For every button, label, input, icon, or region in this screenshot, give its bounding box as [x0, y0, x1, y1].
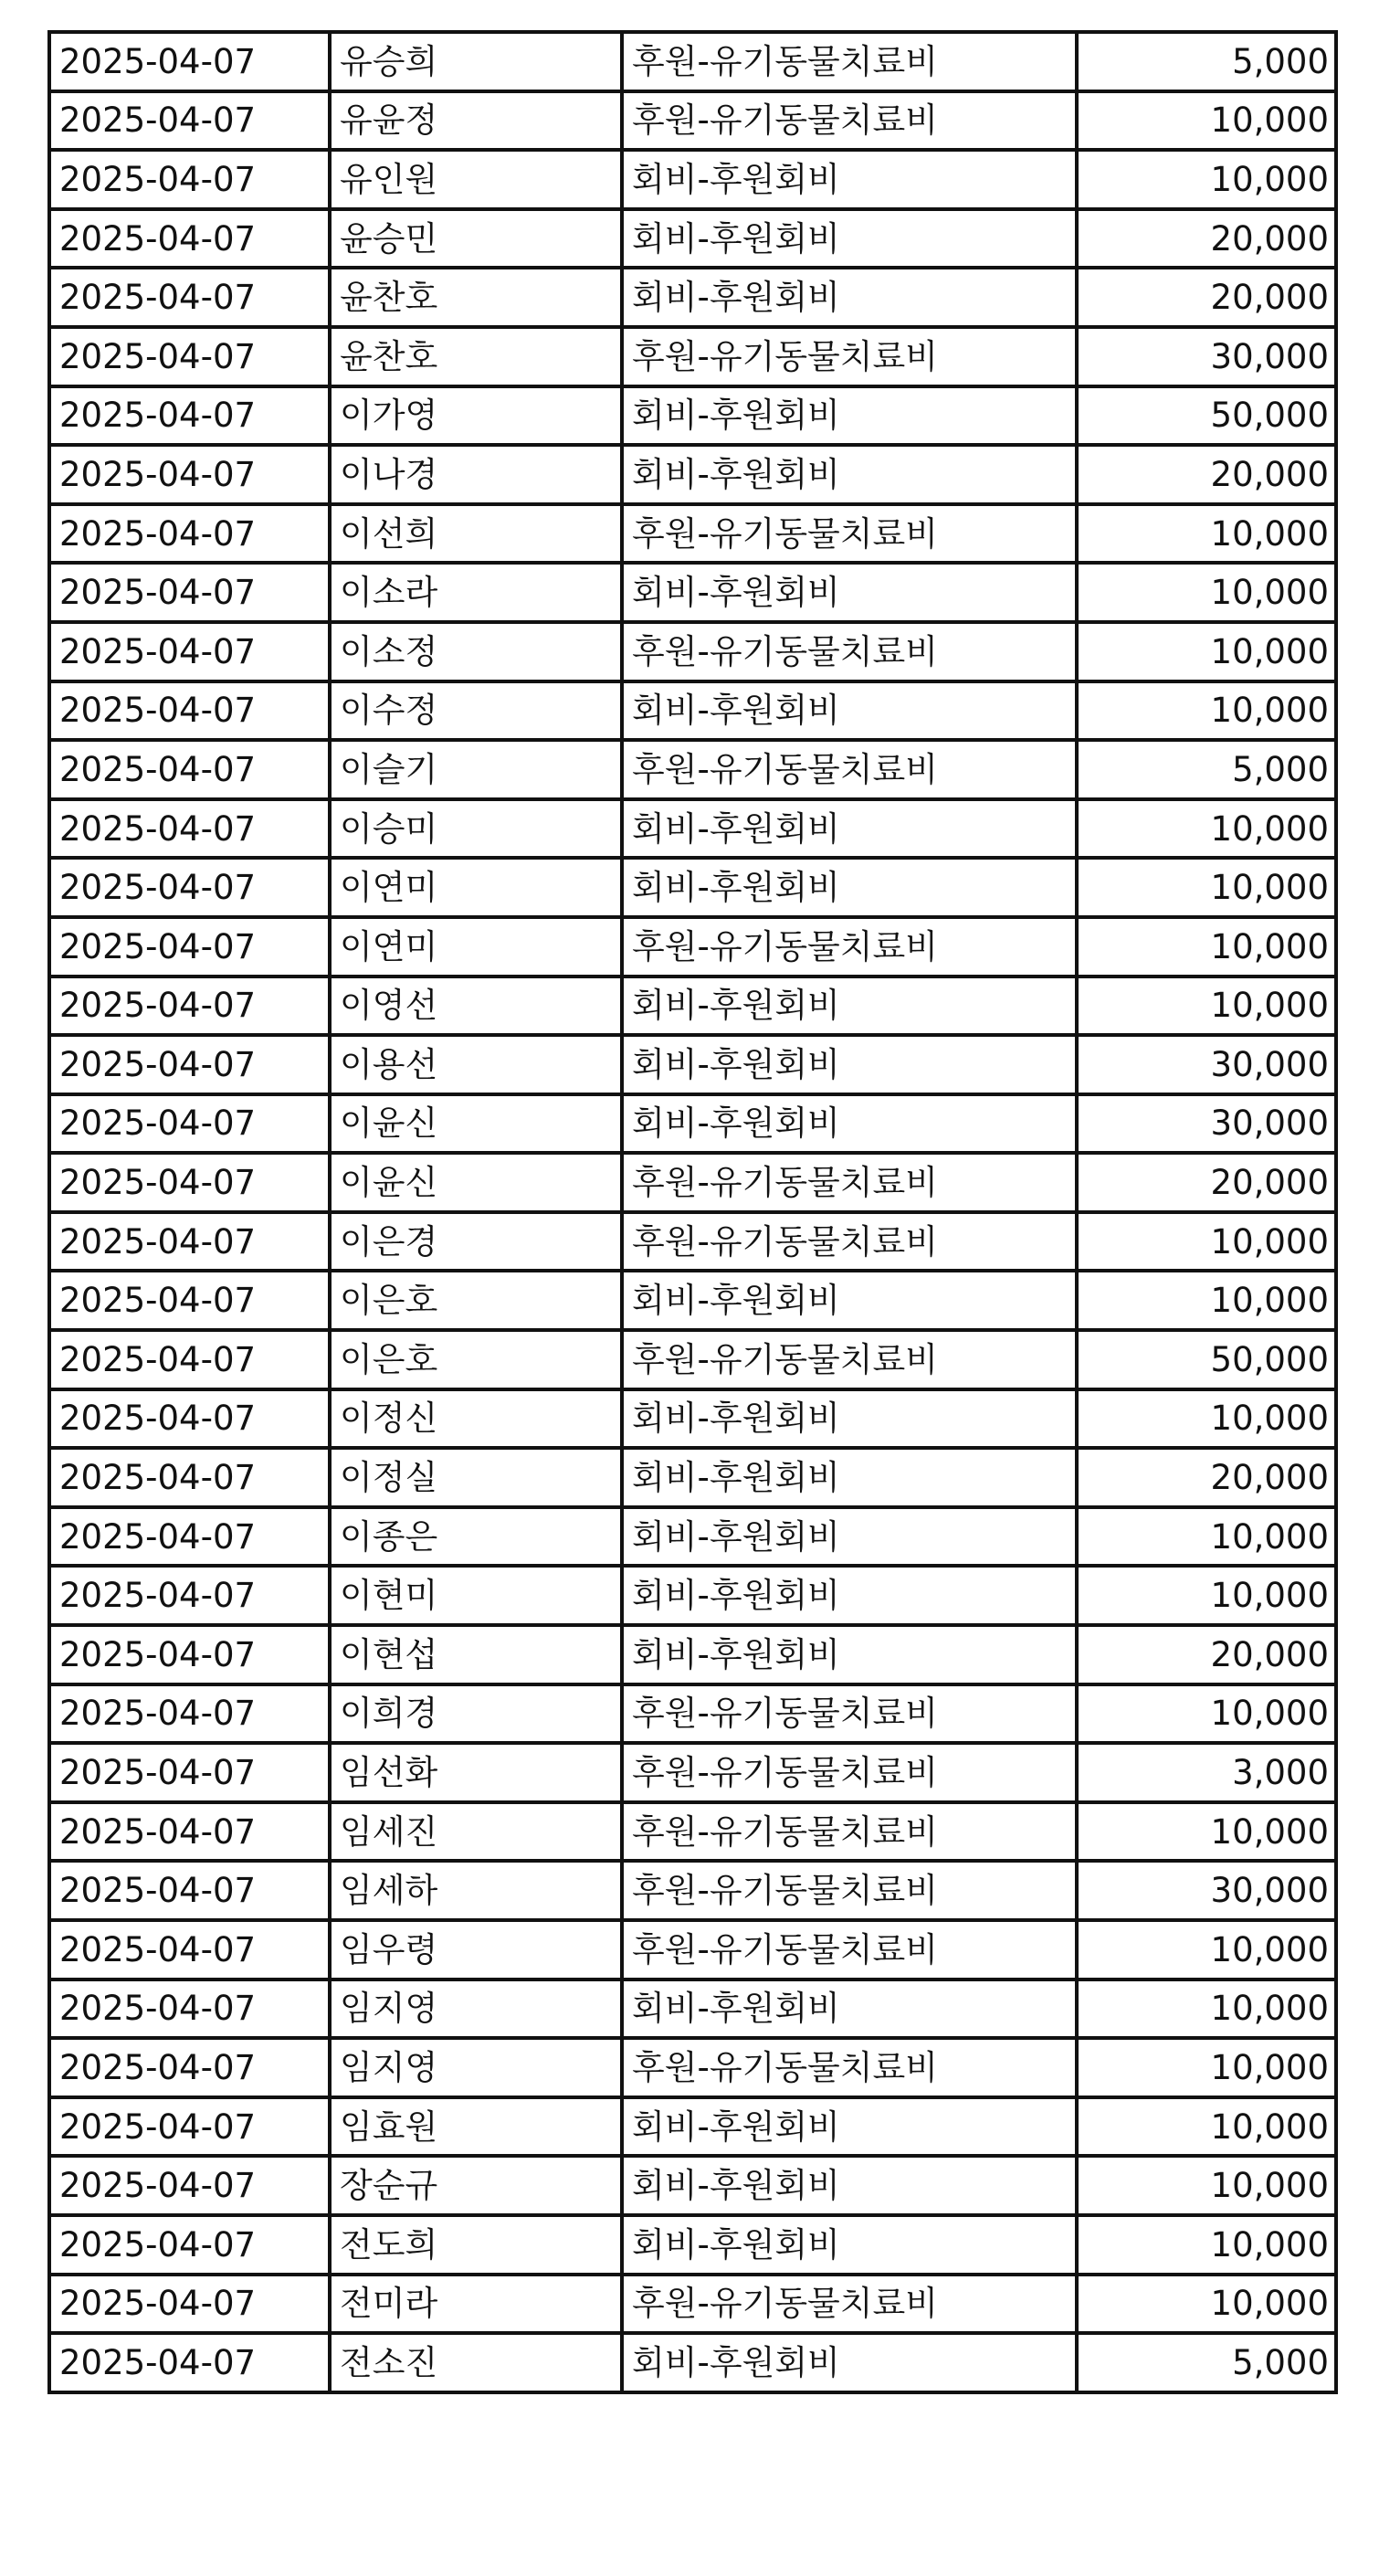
- table-row: [49, 1389, 1336, 1449]
- name-cell: 이수정: [330, 681, 622, 741]
- category-cell: 후원-유기동물치료비: [622, 91, 1077, 151]
- date-cell: 2025-04-07: [49, 681, 330, 741]
- date-cell: 2025-04-07: [49, 1743, 330, 1802]
- date-cell: 2025-04-07: [49, 1330, 330, 1389]
- category-cell: 회비-후원회비: [622, 150, 1077, 209]
- amount-cell: 10,000: [1077, 681, 1336, 741]
- date-cell: 2025-04-07: [49, 445, 330, 504]
- amount-cell: 10,000: [1077, 150, 1336, 209]
- date-cell: 2025-04-07: [49, 1389, 330, 1449]
- date-cell: 2025-04-07: [49, 1271, 330, 1330]
- amount-cell: 50,000: [1077, 1330, 1336, 1389]
- date-cell: 2025-04-07: [49, 1448, 330, 1507]
- date-cell: 2025-04-07: [49, 2275, 330, 2334]
- category-cell: 회비-후원회비: [622, 268, 1077, 327]
- table-row: [49, 445, 1336, 504]
- amount-cell: 20,000: [1077, 1448, 1336, 1507]
- name-cell: 이현섭: [330, 1625, 622, 1684]
- amount-cell: 10,000: [1077, 2156, 1336, 2215]
- name-cell: 임선화: [330, 1743, 622, 1802]
- table-row: [49, 740, 1336, 799]
- table-row: [49, 563, 1336, 622]
- category-cell: 회비-후원회비: [622, 209, 1077, 269]
- name-cell: 이나경: [330, 445, 622, 504]
- name-cell: 전도희: [330, 2215, 622, 2275]
- date-cell: 2025-04-07: [49, 386, 330, 446]
- date-cell: 2025-04-07: [49, 977, 330, 1036]
- amount-cell: 10,000: [1077, 91, 1336, 151]
- table-row: [49, 2275, 1336, 2334]
- name-cell: 임지영: [330, 2038, 622, 2097]
- category-cell: 후원-유기동물치료비: [622, 1802, 1077, 1862]
- name-cell: 이은경: [330, 1212, 622, 1272]
- category-cell: 후원-유기동물치료비: [622, 917, 1077, 977]
- name-cell: 이윤신: [330, 1094, 622, 1154]
- amount-cell: 10,000: [1077, 917, 1336, 977]
- date-cell: 2025-04-07: [49, 1802, 330, 1862]
- table-row: [49, 1802, 1336, 1862]
- date-cell: 2025-04-07: [49, 858, 330, 917]
- amount-cell: 10,000: [1077, 1684, 1336, 1744]
- category-cell: 후원-유기동물치료비: [622, 1861, 1077, 1920]
- amount-cell: 10,000: [1077, 858, 1336, 917]
- amount-cell: 10,000: [1077, 799, 1336, 859]
- name-cell: 이영선: [330, 977, 622, 1036]
- amount-cell: 20,000: [1077, 268, 1336, 327]
- name-cell: 이연미: [330, 858, 622, 917]
- amount-cell: 20,000: [1077, 1625, 1336, 1684]
- table-row: [49, 622, 1336, 681]
- category-cell: 회비-후원회비: [622, 2215, 1077, 2275]
- category-cell: 회비-후원회비: [622, 977, 1077, 1036]
- category-cell: 회비-후원회비: [622, 563, 1077, 622]
- name-cell: 이종은: [330, 1507, 622, 1567]
- amount-cell: 10,000: [1077, 1212, 1336, 1272]
- table-row: [49, 1448, 1336, 1507]
- category-cell: 회비-후원회비: [622, 386, 1077, 446]
- table-row: [49, 32, 1336, 91]
- name-cell: 이정실: [330, 1448, 622, 1507]
- name-cell: 유인원: [330, 150, 622, 209]
- amount-cell: 30,000: [1077, 1094, 1336, 1154]
- category-cell: 후원-유기동물치료비: [622, 1153, 1077, 1212]
- table-row: [49, 2156, 1336, 2215]
- category-cell: 후원-유기동물치료비: [622, 327, 1077, 386]
- date-cell: 2025-04-07: [49, 1035, 330, 1094]
- category-cell: 회비-후원회비: [622, 1035, 1077, 1094]
- name-cell: 이연미: [330, 917, 622, 977]
- name-cell: 임우령: [330, 1920, 622, 1980]
- name-cell: 임세진: [330, 1802, 622, 1862]
- amount-cell: 10,000: [1077, 622, 1336, 681]
- category-cell: 회비-후원회비: [622, 2156, 1077, 2215]
- amount-cell: 10,000: [1077, 1389, 1336, 1449]
- amount-cell: 10,000: [1077, 504, 1336, 564]
- table-row: [49, 1330, 1336, 1389]
- name-cell: 이은호: [330, 1271, 622, 1330]
- amount-cell: 5,000: [1077, 2333, 1336, 2392]
- date-cell: 2025-04-07: [49, 917, 330, 977]
- table-row: [49, 1153, 1336, 1212]
- table-row: [49, 1507, 1336, 1567]
- name-cell: 이슬기: [330, 740, 622, 799]
- amount-cell: 30,000: [1077, 1035, 1336, 1094]
- date-cell: 2025-04-07: [49, 1566, 330, 1625]
- amount-cell: 10,000: [1077, 2038, 1336, 2097]
- category-cell: 회비-후원회비: [622, 1980, 1077, 2039]
- category-cell: 후원-유기동물치료비: [622, 2038, 1077, 2097]
- amount-cell: 10,000: [1077, 2097, 1336, 2157]
- amount-cell: 10,000: [1077, 1507, 1336, 1567]
- name-cell: 이은호: [330, 1330, 622, 1389]
- name-cell: 이현미: [330, 1566, 622, 1625]
- amount-cell: 10,000: [1077, 563, 1336, 622]
- category-cell: 후원-유기동물치료비: [622, 1920, 1077, 1980]
- date-cell: 2025-04-07: [49, 2333, 330, 2392]
- name-cell: 이소라: [330, 563, 622, 622]
- name-cell: 이승미: [330, 799, 622, 859]
- table-row: [49, 1566, 1336, 1625]
- category-cell: 후원-유기동물치료비: [622, 1743, 1077, 1802]
- ledger-body: [49, 32, 1336, 2392]
- category-cell: 후원-유기동물치료비: [622, 1684, 1077, 1744]
- name-cell: 윤승민: [330, 209, 622, 269]
- amount-cell: 30,000: [1077, 327, 1336, 386]
- table-row: [49, 1271, 1336, 1330]
- date-cell: 2025-04-07: [49, 799, 330, 859]
- category-cell: 회비-후원회비: [622, 2333, 1077, 2392]
- table-row: [49, 2038, 1336, 2097]
- table-row: [49, 1625, 1336, 1684]
- table-row: [49, 150, 1336, 209]
- date-cell: 2025-04-07: [49, 2097, 330, 2157]
- table-row: [49, 1861, 1336, 1920]
- category-cell: 후원-유기동물치료비: [622, 504, 1077, 564]
- table-row: [49, 2333, 1336, 2392]
- table-row: [49, 1743, 1336, 1802]
- category-cell: 후원-유기동물치료비: [622, 1330, 1077, 1389]
- amount-cell: 10,000: [1077, 977, 1336, 1036]
- category-cell: 후원-유기동물치료비: [622, 1212, 1077, 1272]
- name-cell: 임효원: [330, 2097, 622, 2157]
- name-cell: 이희경: [330, 1684, 622, 1744]
- table-row: [49, 858, 1336, 917]
- table-row: [49, 1035, 1336, 1094]
- date-cell: 2025-04-07: [49, 2038, 330, 2097]
- name-cell: 이가영: [330, 386, 622, 446]
- date-cell: 2025-04-07: [49, 504, 330, 564]
- table-row: [49, 504, 1336, 564]
- name-cell: 윤찬호: [330, 268, 622, 327]
- donation-ledger-table: [47, 30, 1338, 2394]
- name-cell: 유승희: [330, 32, 622, 91]
- table-row: [49, 2097, 1336, 2157]
- date-cell: 2025-04-07: [49, 1212, 330, 1272]
- table-row: [49, 799, 1336, 859]
- amount-cell: 5,000: [1077, 740, 1336, 799]
- table-row: [49, 268, 1336, 327]
- name-cell: 장순규: [330, 2156, 622, 2215]
- category-cell: 후원-유기동물치료비: [622, 622, 1077, 681]
- category-cell: 회비-후원회비: [622, 858, 1077, 917]
- table-row: [49, 209, 1336, 269]
- date-cell: 2025-04-07: [49, 740, 330, 799]
- name-cell: 임지영: [330, 1980, 622, 2039]
- amount-cell: 3,000: [1077, 1743, 1336, 1802]
- category-cell: 회비-후원회비: [622, 2097, 1077, 2157]
- date-cell: 2025-04-07: [49, 91, 330, 151]
- date-cell: 2025-04-07: [49, 327, 330, 386]
- date-cell: 2025-04-07: [49, 563, 330, 622]
- category-cell: 회비-후원회비: [622, 1271, 1077, 1330]
- name-cell: 이정신: [330, 1389, 622, 1449]
- table-row: [49, 327, 1336, 386]
- category-cell: 후원-유기동물치료비: [622, 740, 1077, 799]
- date-cell: 2025-04-07: [49, 1684, 330, 1744]
- amount-cell: 5,000: [1077, 32, 1336, 91]
- table-row: [49, 977, 1336, 1036]
- table-row: [49, 1980, 1336, 2039]
- table-row: [49, 1212, 1336, 1272]
- table-row: [49, 917, 1336, 977]
- amount-cell: 10,000: [1077, 2215, 1336, 2275]
- category-cell: 회비-후원회비: [622, 1389, 1077, 1449]
- amount-cell: 50,000: [1077, 386, 1336, 446]
- date-cell: 2025-04-07: [49, 1980, 330, 2039]
- amount-cell: 10,000: [1077, 1980, 1336, 2039]
- amount-cell: 10,000: [1077, 1920, 1336, 1980]
- date-cell: 2025-04-07: [49, 1153, 330, 1212]
- date-cell: 2025-04-07: [49, 1861, 330, 1920]
- amount-cell: 20,000: [1077, 1153, 1336, 1212]
- category-cell: 회비-후원회비: [622, 445, 1077, 504]
- name-cell: 임세하: [330, 1861, 622, 1920]
- category-cell: 후원-유기동물치료비: [622, 32, 1077, 91]
- amount-cell: 10,000: [1077, 1802, 1336, 1862]
- category-cell: 회비-후원회비: [622, 1448, 1077, 1507]
- name-cell: 전소진: [330, 2333, 622, 2392]
- category-cell: 회비-후원회비: [622, 681, 1077, 741]
- category-cell: 회비-후원회비: [622, 1507, 1077, 1567]
- date-cell: 2025-04-07: [49, 1625, 330, 1684]
- date-cell: 2025-04-07: [49, 1920, 330, 1980]
- table-row: [49, 386, 1336, 446]
- date-cell: 2025-04-07: [49, 1094, 330, 1154]
- table-row: [49, 1920, 1336, 1980]
- amount-cell: 10,000: [1077, 1566, 1336, 1625]
- name-cell: 윤찬호: [330, 327, 622, 386]
- date-cell: 2025-04-07: [49, 268, 330, 327]
- table-row: [49, 2215, 1336, 2275]
- category-cell: 회비-후원회비: [622, 1566, 1077, 1625]
- amount-cell: 20,000: [1077, 445, 1336, 504]
- category-cell: 회비-후원회비: [622, 1625, 1077, 1684]
- table-row: [49, 1094, 1336, 1154]
- table-row: [49, 91, 1336, 151]
- name-cell: 이소정: [330, 622, 622, 681]
- date-cell: 2025-04-07: [49, 150, 330, 209]
- category-cell: 회비-후원회비: [622, 1094, 1077, 1154]
- category-cell: 후원-유기동물치료비: [622, 2275, 1077, 2334]
- date-cell: 2025-04-07: [49, 1507, 330, 1567]
- name-cell: 이선희: [330, 504, 622, 564]
- date-cell: 2025-04-07: [49, 209, 330, 269]
- table-row: [49, 681, 1336, 741]
- table-row: [49, 1684, 1336, 1744]
- name-cell: 유윤정: [330, 91, 622, 151]
- name-cell: 이용선: [330, 1035, 622, 1094]
- amount-cell: 10,000: [1077, 1271, 1336, 1330]
- category-cell: 회비-후원회비: [622, 799, 1077, 859]
- date-cell: 2025-04-07: [49, 2156, 330, 2215]
- amount-cell: 30,000: [1077, 1861, 1336, 1920]
- amount-cell: 20,000: [1077, 209, 1336, 269]
- date-cell: 2025-04-07: [49, 622, 330, 681]
- name-cell: 전미라: [330, 2275, 622, 2334]
- date-cell: 2025-04-07: [49, 2215, 330, 2275]
- date-cell: 2025-04-07: [49, 32, 330, 91]
- amount-cell: 10,000: [1077, 2275, 1336, 2334]
- name-cell: 이윤신: [330, 1153, 622, 1212]
